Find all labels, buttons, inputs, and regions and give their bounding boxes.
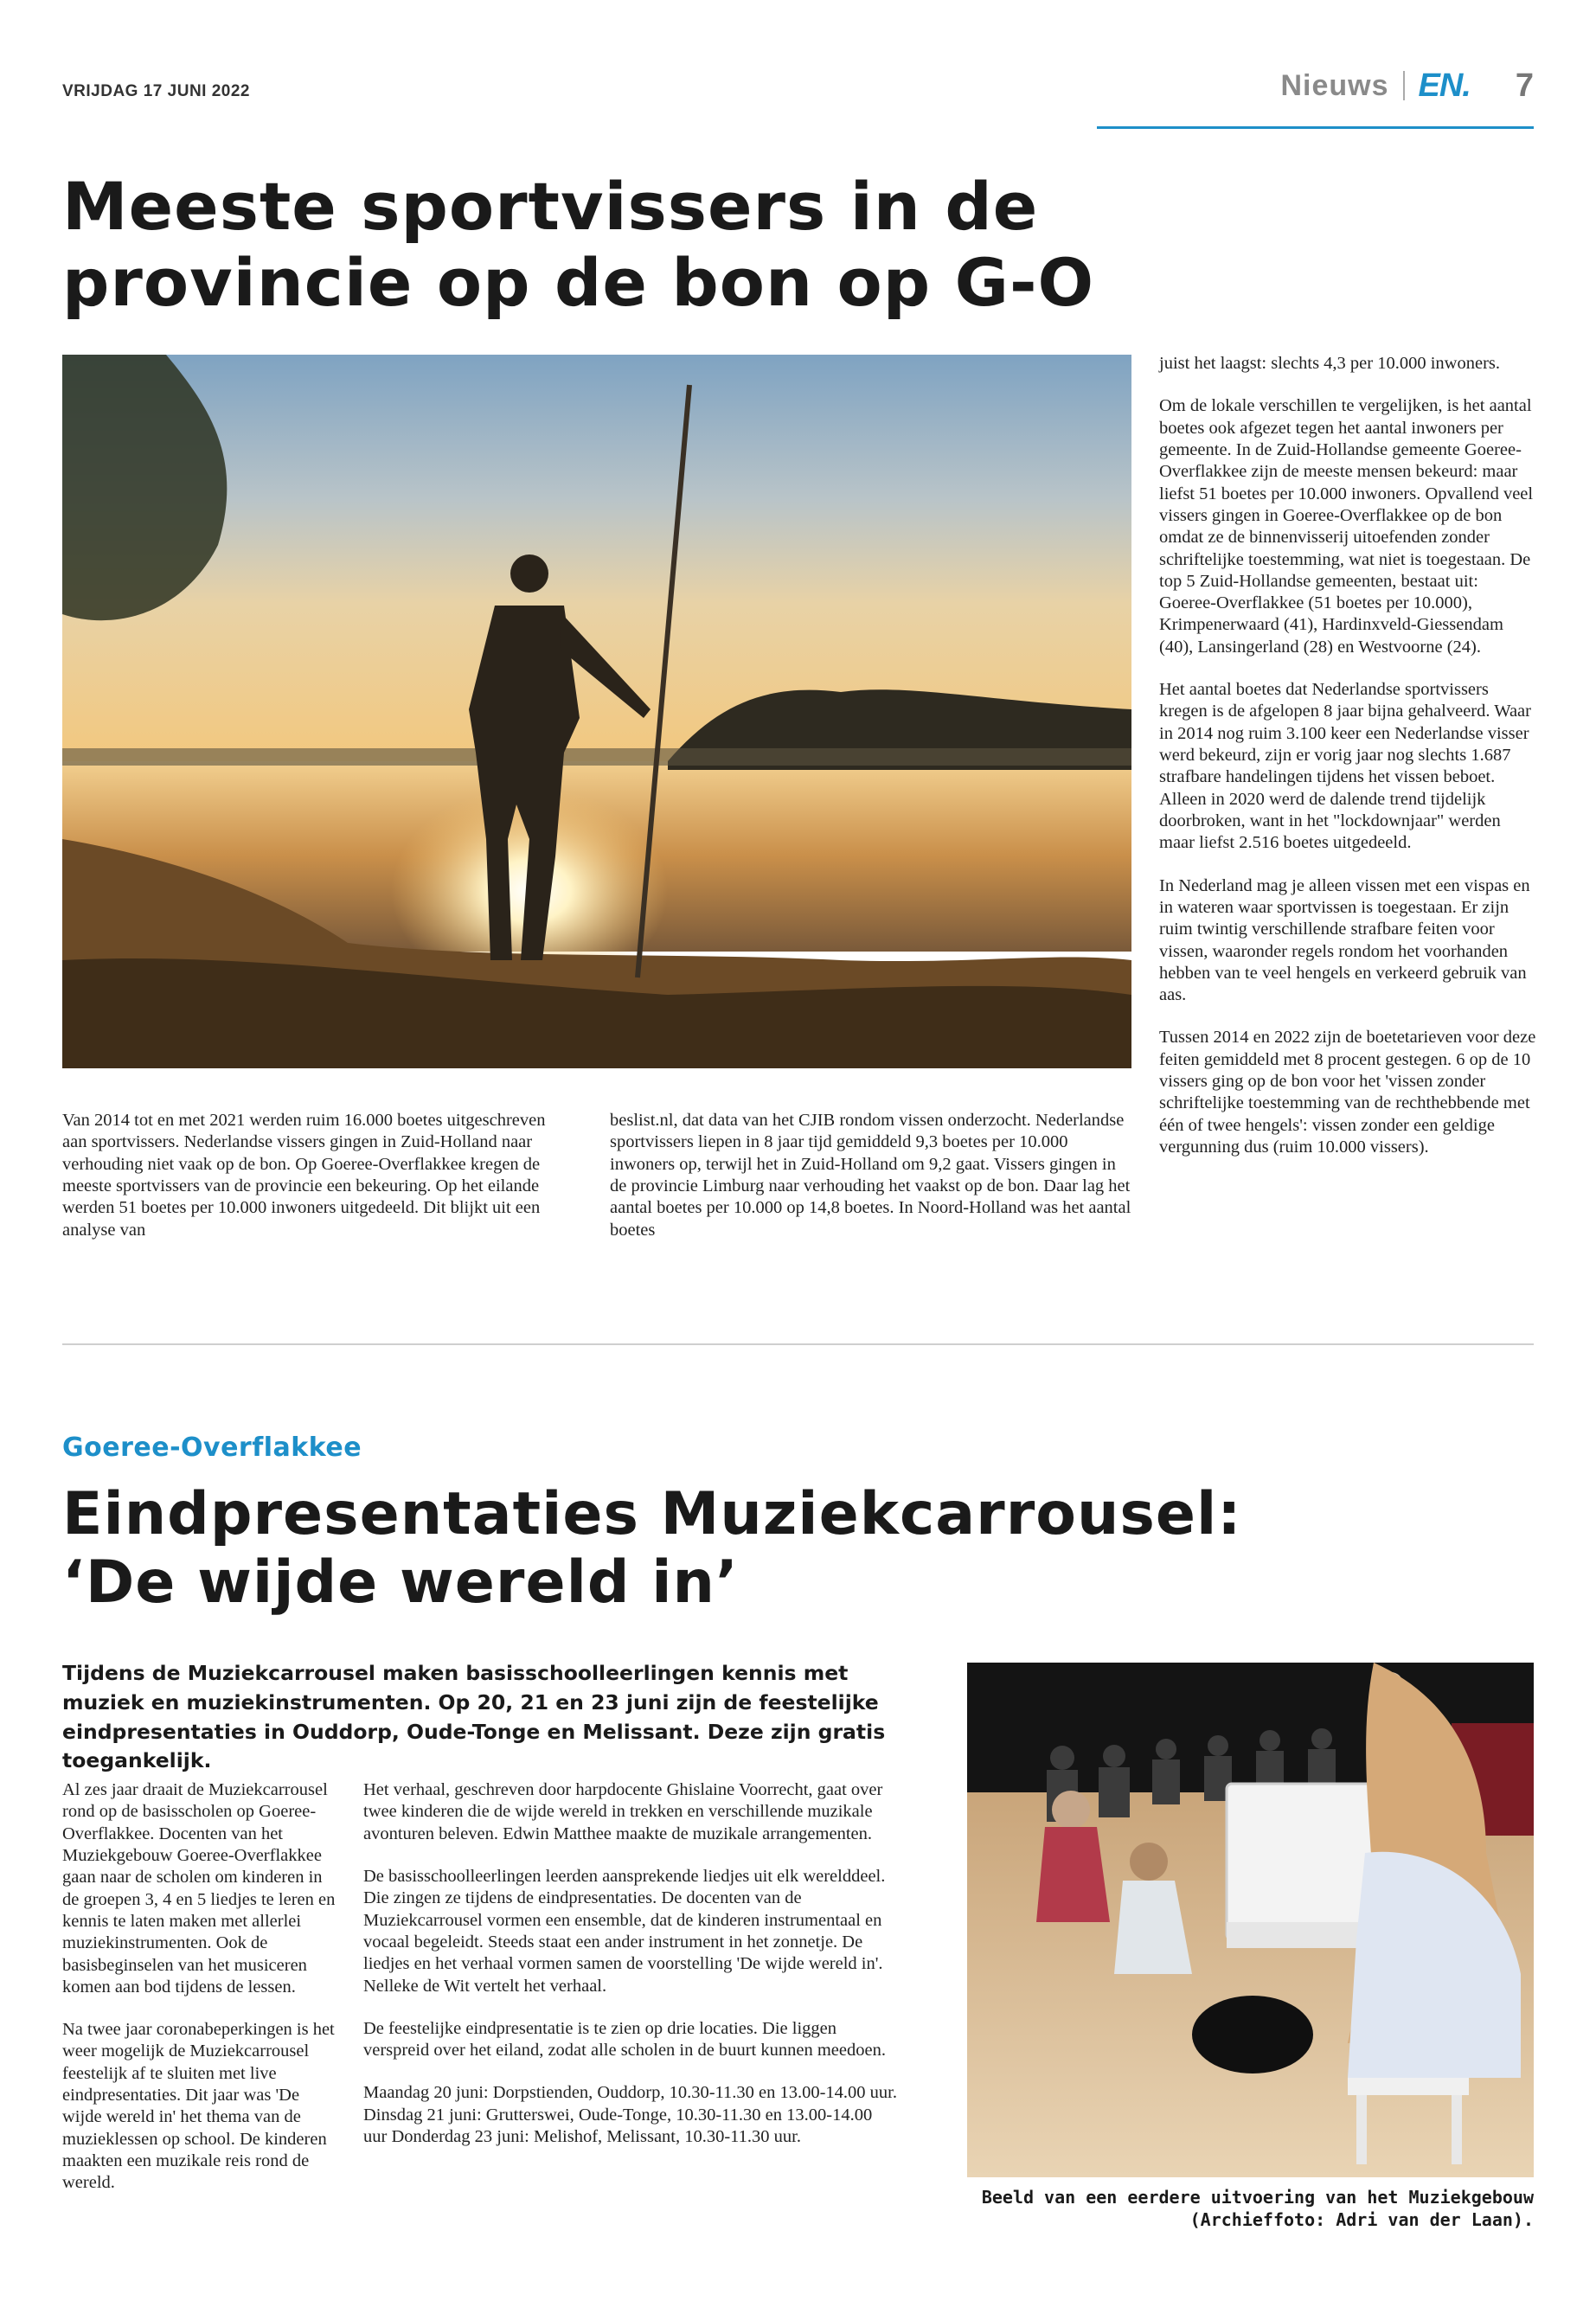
article1-column-2 <box>610 1110 1131 1262</box>
photo-caption <box>982 2186 1534 2232</box>
article2-headline-line2: ‘De wijde wereld in’ <box>62 1548 739 1617</box>
article2-column-1 <box>62 1779 337 2215</box>
caption-line-2: (Archieffoto: Adri van der Laan). <box>1189 2209 1534 2231</box>
article1-col3-p5: Tussen 2014 en 2022 zijn de boetetarieven voor deze feiten gemiddeld met 8 procent gestegen. 6 op de 10 vissers ging op de bon voor het 'vissen zonder schriftelijke toestemming van de rechthebbende met één of twee hengels': vissen zonder een geldige vergunning dus (ruim 10.000 vissers). <box>1159 1028 1536 1157</box>
article2-col2-p1: Het verhaal, geschreven door harpdocente Ghislaine Voorrecht, gaat over twee kinderen die de wijde wereld in trekken en verschillende muzikale avonturen beleven. Edwin Matthee maakte de muzikale arrangementen. <box>363 1780 883 1843</box>
article1-headline-line2: provincie op de bon op G-O <box>62 244 1095 322</box>
header-divider <box>1403 71 1405 100</box>
page-number: 7 <box>1515 67 1534 104</box>
article1-col2-text: beslist.nl, dat data van het CJIB rondom vissen onderzocht. Nederlandse sportvissers liepen in 8 jaar tijd gemiddeld 9,3 boetes per 10.000 inwoners op, terwijl het in Zuid-Holland om 9,2 gaat. Vissers gingen in de provincie Limburg naar verhouding het vaakst op de bon. Daar lag het aantal boetes per 10.000 op 14,8 boetes. In Noord-Holland was het aantal boetes <box>610 1111 1131 1240</box>
article2-col1-p2: Na twee jaar coronabeperkingen is het weer mogelijk de Muziekcarrousel feestelijk af te sluiten met live eindpresentaties. Dit jaar was 'De wijde wereld in' het thema van de muzieklessen op school. De kinderen maakten een muzikale reis rond de wereld. <box>62 2020 335 2193</box>
article1-col1-text: Van 2014 tot en met 2021 werden ruim 16.000 boetes uitgeschreven aan sportvissers. Nederlandse vissers gingen in Zuid-Holland naar verhouding niet vaak op de bon. Op Goeree-Overflakkee kregen de meeste sportvissers van de provincie een bekeuring. Op het eilande werden 51 boetes per 10.000 inwoners uitgedeeld. Dit blijkt uit een analyse van <box>62 1111 546 1240</box>
article1-headline-line1: Meeste sportvissers in de <box>62 168 1039 245</box>
article2-col2-p2: De basisschoolleerlingen leerden aansprekende liedjes uit elk werelddeel. Die zingen ze tijdens de eindpresentaties. De docenten van de Muziekcarrousel vormen een ensemble, dat de kinderen instrumentaal en vocaal begeleidt. Steeds staat een ander instrument in het zonnetje. De liedjes en het verhaal vormen samen de voorstelling 'De wijde wereld in'. Nelleke de Wit vertelt het verhaal. <box>363 1866 886 1996</box>
article2-col2-p4: Maandag 20 juni: Dorpstienden, Ouddorp, 10.30-11.30 en 13.00-14.00 uur. Dinsdag 21 juni: Grutterswei, Oude-Tonge, 10.30-11.30 en 13.00-14.00 uur Donderdag 23 juni: Melishof, Melissant, 10.30-11.30 uur. <box>363 2083 898 2147</box>
caption-line-1: Beeld van een eerdere uitvoering van het Muziekgebouw <box>981 2187 1534 2208</box>
article1-col3-p4: In Nederland mag je alleen vissen met een vispas en in wateren waar sportvissen is toegestaan. Er zijn ruim twintig verschillende strafbare feiten voor vissen, waaronder regels rondom het voorhanden hebben van te veel hengels en verkeerd gebruik van aas. <box>1159 875 1530 1005</box>
article1-col3-p3: Het aantal boetes dat Nederlandse sportvissers kregen is de afgelopen 8 jaar bijna gehalveerd. Waar in 2014 nog ruim 3.100 keer een Nederlandse visser werd bekeurd, zijn er vorig jaar nog slechts 1.687 strafbare handelingen tijdens het vissen beboet. Alleen in 2020 werd de dalende trend tijdelijk doorbroken, want in het "lockdownjaar" werden maar liefst 2.516 boetes uitgedeeld. <box>1159 680 1531 853</box>
header-rule <box>1097 126 1534 129</box>
article1-headline <box>62 169 1187 321</box>
music-photo <box>967 1663 1534 2177</box>
section-label[interactable]: Nieuws <box>1280 68 1389 102</box>
article-divider <box>62 1343 1534 1345</box>
article2-col1-p1: Al zes jaar draait de Muziekcarrousel rond op de basisscholen op Goeree-Overflakkee. Docenten van het Muziekgebouw Goeree-Overflakkee gaan naar de scholen om kinderen in de groepen 3, 4 en 5 liedjes te leren en kennis te laten maken met allerlei muziekinstrumenten. Ook de basisbeginselen van het musiceren komen aan bod tijdens de lessen. <box>62 1780 336 1997</box>
page-header <box>1280 67 1534 104</box>
article2-column-2 <box>363 1779 900 2169</box>
article1-column-3 <box>1159 353 1538 1179</box>
fisherman-sunrise-photo-icon <box>62 355 1131 1068</box>
article2-headline <box>62 1481 1360 1618</box>
edition-date: VRIJDAG 17 JUNI 2022 <box>62 82 250 100</box>
article1-col3-p1: juist het laagst: slechts 4,3 per 10.000 inwoners. <box>1159 354 1500 373</box>
fisherman-photo <box>62 355 1131 1068</box>
article2-kicker[interactable]: Goeree-Overflakkee <box>62 1433 362 1463</box>
article2-intro: Tijdens de Muziekcarrousel maken basisschoolleerlingen kennis met muziek en muziekinstrumenten. Op 20, 21 en 23 juni zijn de feestelijke eindpresentaties in Ouddorp, Oude-Tonge en Melissant. Deze zijn gratis toegankelijk. <box>62 1661 886 1773</box>
article2-col2-p3: De feestelijke eindpresentatie is te zien op drie locaties. Die liggen verspreid over het eiland, zodat alle scholen in de buurt kunnen meedoen. <box>363 2018 886 2061</box>
music-rehearsal-photo-icon <box>967 1663 1534 2177</box>
article2-headline-line1: Eindpresentaties Muziekcarrousel: <box>62 1480 1242 1548</box>
article1-column-1 <box>62 1110 561 1262</box>
brand-logo[interactable]: EN. <box>1418 67 1471 104</box>
article1-col3-p2: Om de lokale verschillen te vergelijken, is het aantal boetes ook afgezet tegen het aantal inwoners per gemeente. In de Zuid-Hollandse gemeente Goeree-Overflakkee zijn de meeste mensen bekeurd: maar liefst 51 boetes per 10.000 inwoners. Opvallend veel vissers gingen in Goeree-Overflakkee op de bon omdat ze de binnenvisserij uitoefenden zonder schriftelijke toestemming, wat niet is toegestaan. De top 5 Zuid-Hollandse gemeenten, bestaat uit: Goeree-Overflakkee (51 boetes per 10.000), Krimpenerwaard (41), Hardinxveld-Giessendam (40), Lansingerland (28) en Westvoorne (24). <box>1159 396 1534 657</box>
